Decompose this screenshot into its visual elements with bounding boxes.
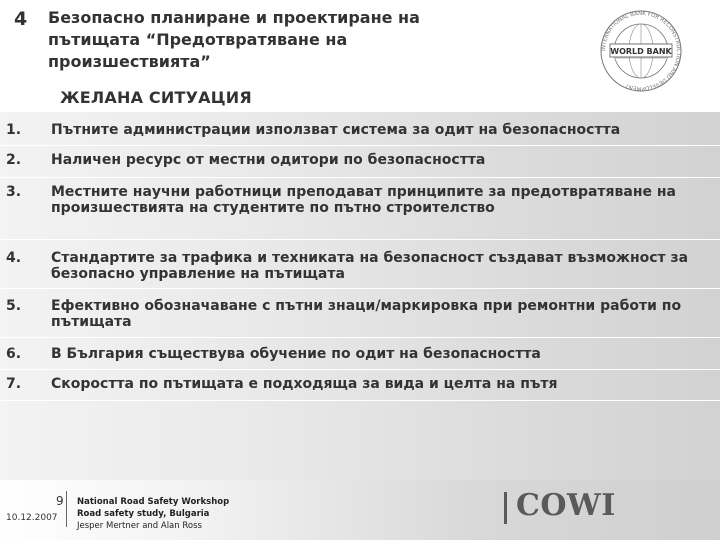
list-item (0, 338, 720, 370)
cowi-logo-text: COWI (516, 488, 616, 523)
item-text: Скоростта по пътищата е подходяща за вида и целта на пътя (51, 376, 558, 392)
item-text: В България съществува обучение по одит на безопасността (51, 346, 541, 362)
item-text: Пътните администрации използват система за одит на безопасността (51, 122, 621, 138)
item-text: Стандартите за трафика и техниката на безопасност създават възможност за безопасно управление на пътищата (51, 250, 689, 282)
page-number: 9 (56, 494, 64, 508)
item-number: 3. (6, 184, 22, 200)
list-item (0, 146, 720, 178)
list-item (0, 178, 720, 240)
item-text: Местните научни работници преподават принципите за предотвратяване на произшествията на студентите по пътно строителство (51, 184, 676, 216)
title-line: пътищата “Предотвратяване на (48, 30, 348, 49)
item-number: 4. (6, 250, 22, 266)
item-text: Ефективно обозначаване с пътни знаци/маркировка при ремонтни работи по пътищата (51, 298, 682, 330)
section-title: ЖЕЛАНА СИТУАЦИЯ (60, 88, 252, 107)
title-line: Безопасно планиране и проектиране на (48, 8, 420, 27)
list-item (0, 370, 720, 401)
logo-ring-text: INTERNATIONAL BANK FOR RECONSTRUCTION AND DEVELOPMENT (600, 10, 682, 92)
world-bank-logo (596, 6, 686, 96)
item-text: Наличен ресурс от местни одитори по безопасността (51, 152, 486, 168)
footer-study: Road safety study, Bulgaria (77, 509, 210, 519)
list-item (0, 240, 720, 289)
footer-event: National Road Safety Workshop (77, 497, 230, 507)
list-item (0, 289, 720, 338)
item-number: 5. (6, 298, 22, 314)
title-line: произшествията” (48, 52, 211, 71)
item-number: 7. (6, 376, 22, 392)
item-number: 1. (6, 122, 22, 138)
item-number: 2. (6, 152, 22, 168)
cowi-logo-bar (504, 492, 507, 524)
logo-text: WORLD BANK (610, 47, 672, 56)
footer-divider (66, 491, 67, 527)
footer-date: 10.12.2007 (6, 513, 58, 523)
slide-title (48, 7, 548, 73)
list-item (0, 112, 720, 146)
cowi-logo (500, 486, 620, 530)
slide-number-heading: 4 (14, 8, 28, 30)
footer-authors: Jesper Mertner and Alan Ross (77, 521, 202, 531)
item-number: 6. (6, 346, 22, 362)
